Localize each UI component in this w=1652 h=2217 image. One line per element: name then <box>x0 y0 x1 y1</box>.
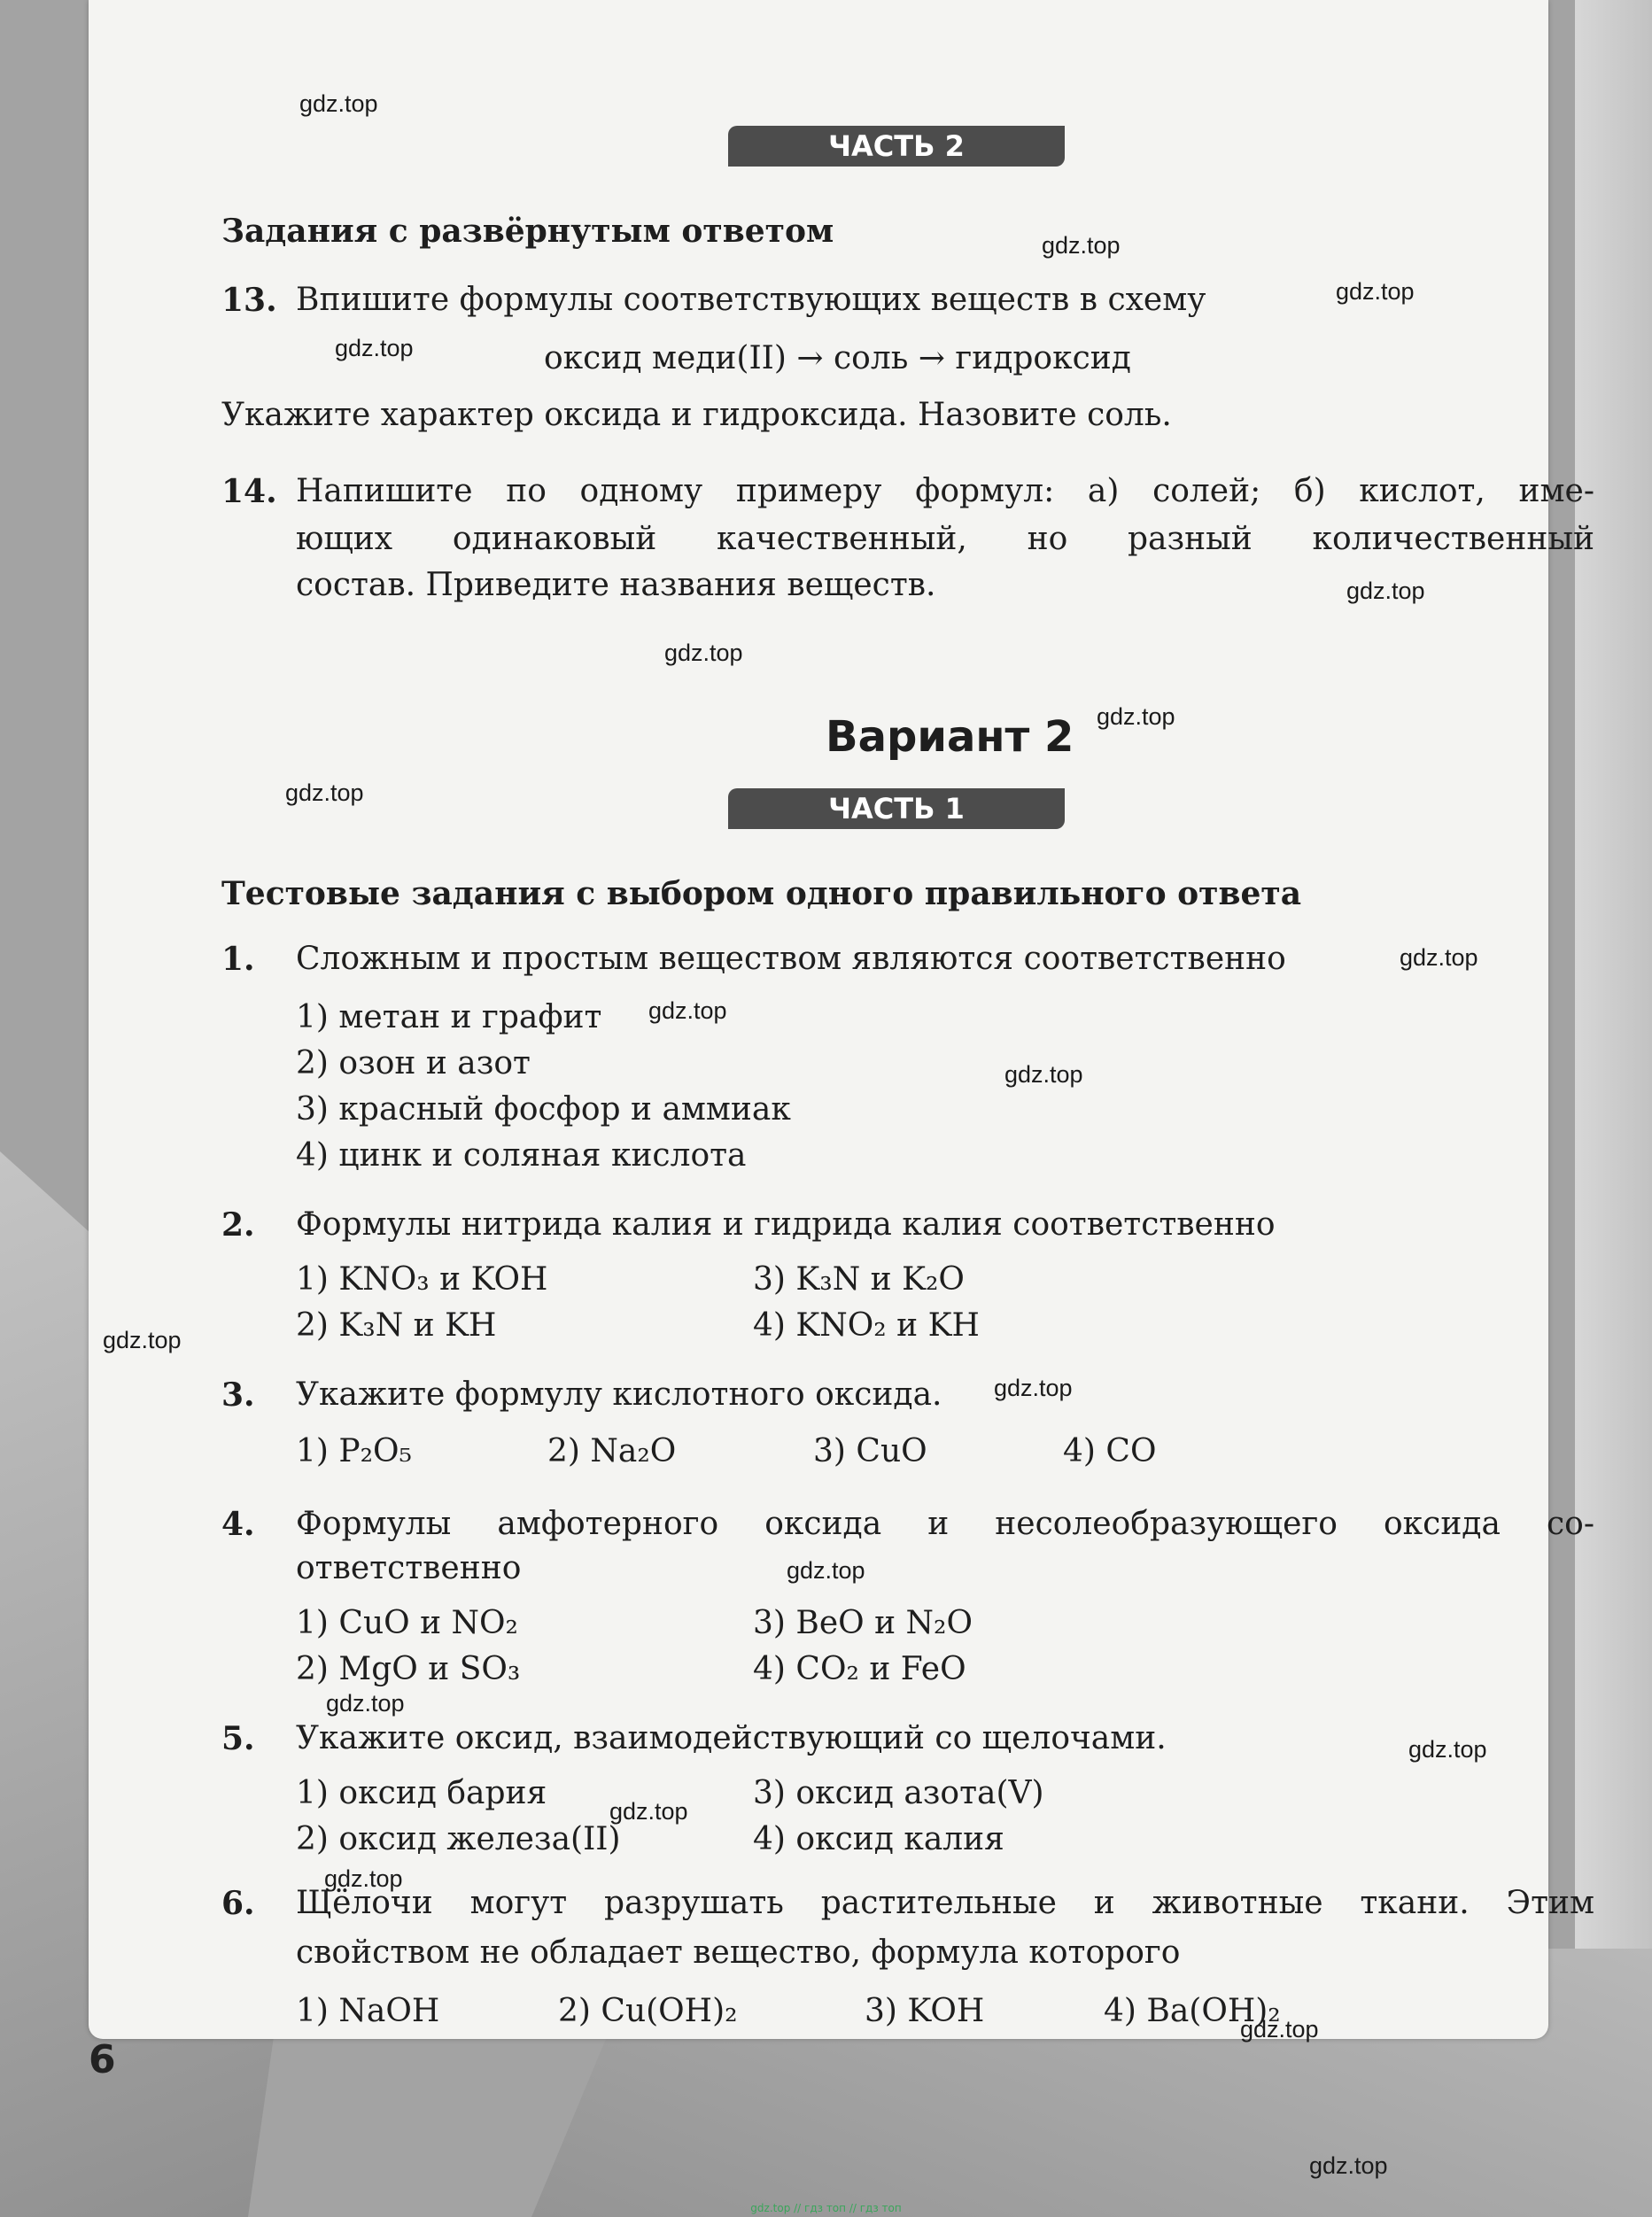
q4-number: 4. <box>221 1506 255 1543</box>
q3-text: Укажите формулу кислотного оксида. <box>296 1376 942 1413</box>
part-1-banner: ЧАСТЬ 1 <box>728 788 1065 829</box>
q14-number: 14. <box>221 473 277 510</box>
q3-option: 4) CO <box>1063 1433 1157 1469</box>
watermark: gdz.top <box>1042 232 1121 259</box>
watermark: gdz.top <box>299 90 378 117</box>
q14-line: Напишите по одному примеру формул: а) солей; б) кислот, име- <box>296 473 1594 509</box>
variant-title: Вариант 2 <box>826 712 1074 762</box>
q4-option: 3) BeO и N₂O <box>753 1605 973 1641</box>
watermark: gdz.top <box>1309 2152 1388 2179</box>
watermark: gdz.top <box>285 779 364 806</box>
q1-option: 3) красный фосфор и аммиак <box>296 1091 791 1128</box>
q1-text: Сложным и простым веществом являются соответственно <box>296 941 1286 977</box>
q4-line: ответственно <box>296 1550 522 1586</box>
q4-line: Формулы амфотерного оксида и несолеобразующего оксида со- <box>296 1506 1594 1542</box>
part-2-banner: ЧАСТЬ 2 <box>728 126 1065 167</box>
q3-number: 3. <box>221 1376 255 1414</box>
q6-option: 4) Ba(OH)₂ <box>1104 1993 1281 2029</box>
q13-scheme: оксид меди(II) → соль → гидроксид <box>544 340 1131 376</box>
q5-number: 5. <box>221 1720 255 1757</box>
q4-option: 1) CuO и NO₂ <box>296 1605 518 1641</box>
watermark: gdz.top <box>994 1375 1073 1401</box>
q6-number: 6. <box>221 1885 255 1922</box>
q5-option: 1) оксид бария <box>296 1775 547 1811</box>
q2-option: 4) KNO₂ и KH <box>753 1307 980 1344</box>
q6-option: 1) NaOH <box>296 1993 440 2029</box>
q6-line: свойством не обладает вещество, формула которого <box>296 1934 1181 1971</box>
watermark: gdz.top <box>335 335 414 361</box>
watermark: gdz.top <box>1240 2016 1319 2043</box>
watermark: gdz.top <box>648 997 727 1024</box>
q4-option: 2) MgO и SO₃ <box>296 1651 521 1687</box>
q1-option: 2) озон и азот <box>296 1045 531 1081</box>
part-1-heading: Тестовые задания с выбором одного правильного ответа <box>221 875 1302 912</box>
watermark: gdz.top <box>326 1690 405 1717</box>
q13-text: Впишите формулы соответствующих веществ в схему <box>296 282 1206 318</box>
q5-option: 4) оксид калия <box>753 1821 1004 1857</box>
q5-option: 2) оксид железа(II) <box>296 1821 621 1857</box>
q2-option: 1) KNO₃ и KOH <box>296 1261 548 1298</box>
q14-line: состав. Приведите названия веществ. <box>296 567 936 603</box>
site-footer-note: gdz.top // гдз топ // гдз топ <box>750 2202 902 2214</box>
q1-number: 1. <box>221 941 255 978</box>
q14-line: ющих одинаковый качественный, но разный количественный <box>296 521 1594 557</box>
q6-option: 2) Cu(OH)₂ <box>558 1993 738 2029</box>
watermark: gdz.top <box>103 1327 182 1353</box>
q6-option: 3) KOH <box>865 1993 985 2029</box>
q3-option: 2) Na₂O <box>547 1433 677 1469</box>
q2-number: 2. <box>221 1206 255 1244</box>
q2-text: Формулы нитрида калия и гидрида калия соответственно <box>296 1206 1276 1243</box>
q5-option: 3) оксид азота(V) <box>753 1775 1044 1811</box>
watermark: gdz.top <box>1004 1061 1083 1088</box>
q1-option: 4) цинк и соляная кислота <box>296 1137 747 1174</box>
watermark: gdz.top <box>1400 944 1478 971</box>
q2-option: 3) K₃N и K₂O <box>753 1261 965 1298</box>
watermark: gdz.top <box>324 1865 403 1892</box>
watermark: gdz.top <box>1408 1736 1487 1763</box>
watermark: gdz.top <box>787 1557 865 1584</box>
page-sheet <box>89 0 1594 2039</box>
q4-option: 4) CO₂ и FeO <box>753 1651 966 1687</box>
watermark: gdz.top <box>664 640 743 666</box>
q5-text: Укажите оксид, взаимодействующий со щелочами. <box>296 1720 1167 1756</box>
part-2-heading: Задания с развёрнутым ответом <box>221 213 834 250</box>
watermark: gdz.top <box>1336 278 1415 305</box>
q2-option: 2) K₃N и KH <box>296 1307 497 1344</box>
watermark: gdz.top <box>1346 578 1425 604</box>
q13-number: 13. <box>221 282 277 319</box>
watermark: gdz.top <box>1097 703 1175 730</box>
q3-option: 1) P₂O₅ <box>296 1433 412 1469</box>
q1-option: 1) метан и графит <box>296 999 602 1035</box>
page-number: 6 <box>89 2037 116 2082</box>
watermark: gdz.top <box>609 1798 688 1825</box>
q6-line: Щёлочи могут разрушать растительные и животные ткани. Этим <box>296 1885 1594 1921</box>
q3-option: 3) CuO <box>813 1433 927 1469</box>
q13-instruction: Укажите характер оксида и гидроксида. Назовите соль. <box>221 397 1172 433</box>
